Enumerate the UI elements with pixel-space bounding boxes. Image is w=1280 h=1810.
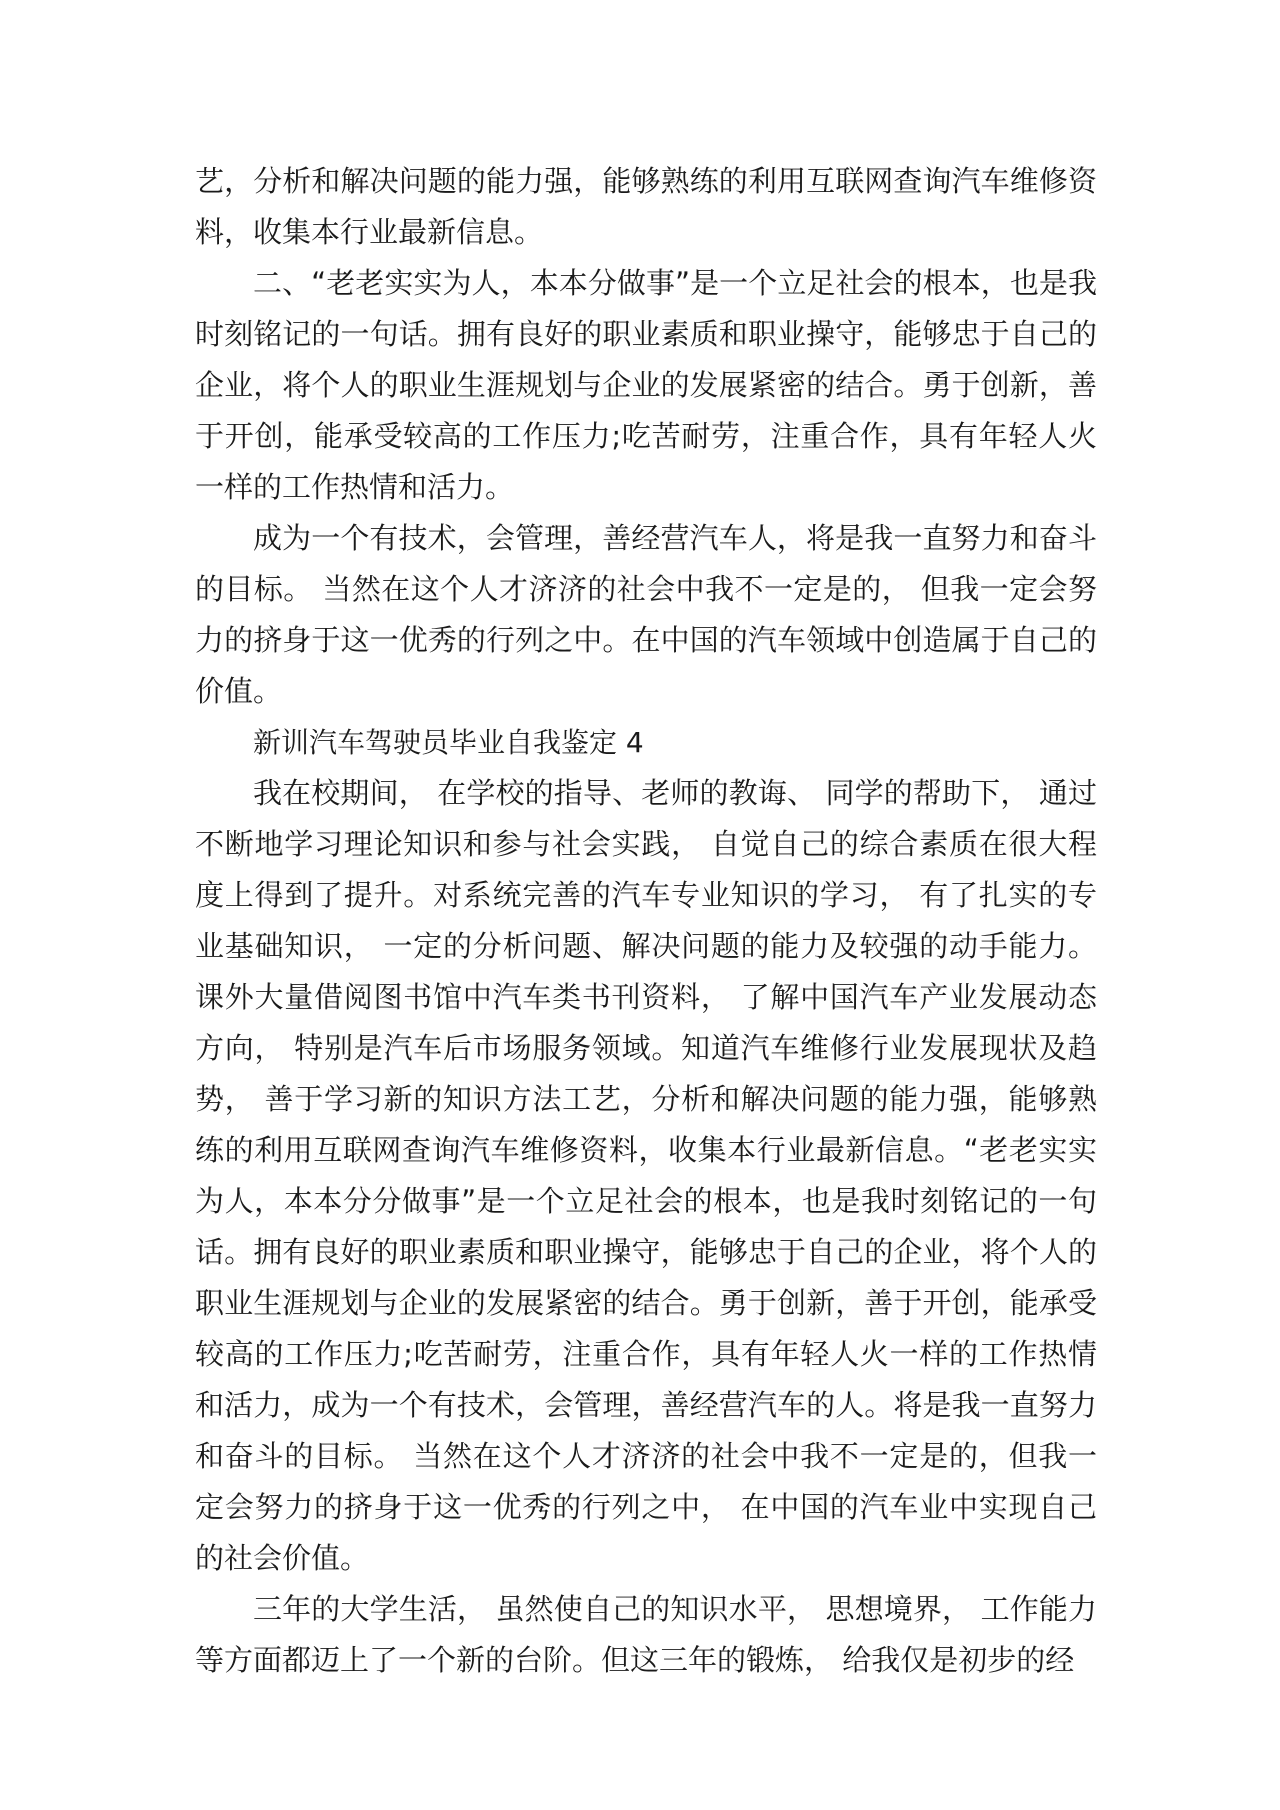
paragraph-item-two: 二、“老老实实为人，本本分做事”是一个立足社会的根本，也是我时刻铭记的一句话。拥有良好的职业素质和职业操守，能够忠于自己的企业，将个人的职业生涯规划与企业的发展紧密的结合。勇于创新，善于开创，能承受较高的工作压力;吃苦耐劳，注重合作，具有年轻人火一样的工作热情和活力。 [195, 266, 1097, 504]
paragraph-continuation: 艺，分析和解决问题的能力强，能够熟练的利用互联网查询汽车维修资料，收集本行业最新信息。 [195, 164, 1097, 249]
paragraph-college-life: 三年的大学生活， 虽然使自己的知识水平， 思想境界， 工作能力等方面都迈上了一个新的台阶。但这三年的锻炼， 给我仅是初步的经 [195, 1592, 1097, 1677]
document-body [195, 156, 1097, 1686]
paragraph-school-period: 我在校期间， 在学校的指导、老师的教诲、 同学的帮助下， 通过不断地学习理论知识和参与社会实践， 自觉自己的综合素质在很大程度上得到了提升。对系统完善的汽车专业知识的学习， 有了扎实的专业基础知识， 一定的分析问题、解决问题的能力及较强的动手能力。课外大量借阅图书馆中汽车类书刊资料， 了解中国汽车产业发展动态方向， 特别是汽车后市场服务领域。知道汽车维修行业发展现状及趋势， 善于学习新的知识方法工艺，分析和解决问题的能力强，能够熟练的利用互联网查询汽车维修资料，收集本行业最新信息。“老老实实为人，本本分分做事”是一个立足社会的根本，也是我时刻铭记的一句话。拥有良好的职业素质和职业操守，能够忠于自己的企业，将个人的职业生涯规划与企业的发展紧密的结合。勇于创新，善于开创，能承受较高的工作压力;吃苦耐劳，注重合作，具有年轻人火一样的工作热情和活力，成为一个有技术，会管理，善经营汽车的人。将是我一直努力和奋斗的目标。 当然在这个人才济济的社会中我不一定是的，但我一定会努力的挤身于这一优秀的行列之中， 在中国的汽车业中实现自己的社会价值。 [195, 776, 1097, 1575]
paragraph-goal: 成为一个有技术，会管理，善经营汽车人，将是我一直努力和奋斗的目标。 当然在这个人才济济的社会中我不一定是的， 但我一定会努力的挤身于这一优秀的行列之中。在中国的汽车领域中创造属于自己的价值。 [195, 521, 1097, 708]
section-heading: 新训汽车驾驶员毕业自我鉴定 4 [253, 726, 644, 759]
